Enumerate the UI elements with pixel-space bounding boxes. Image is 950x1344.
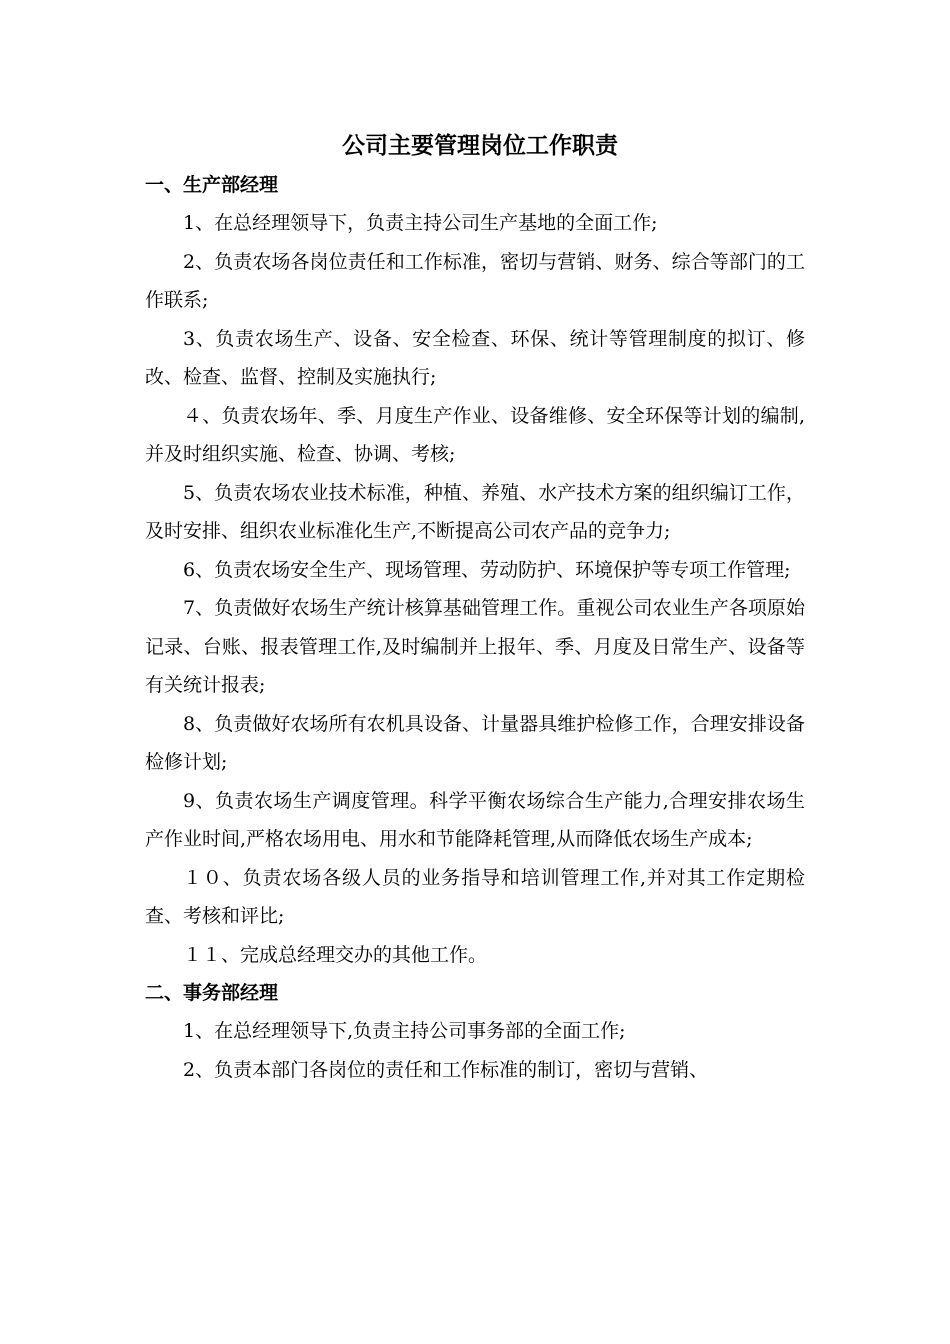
section-heading: 一、生产部经理 bbox=[145, 174, 279, 196]
duty-item: ４、负责农场年、季、月度生产作业、设备维修、安全环保等计划的编制,并及时组织实施、检查、协调、考核; bbox=[145, 404, 805, 465]
duty-item: 3、负责农场生产、设备、安全检查、环保、统计等管理制度的拟订、修改、检查、监督、控制及实施执行; bbox=[145, 327, 805, 388]
section-affairs-manager bbox=[145, 974, 805, 1089]
duty-item: 5、负责农场农业技术标准，种植、养殖、水产技术方案的组织编订工作，及时安排、组织农业标准化生产,不断提高公司农产品的竞争力; bbox=[145, 481, 805, 542]
duty-item: 1、在总经理领导下，负责主持公司生产基地的全面工作; bbox=[183, 212, 658, 234]
section-production-manager bbox=[145, 166, 805, 974]
duty-item: 8、负责做好农场所有农机具设备、计量器具维护检修工作，合理安排设备检修计划; bbox=[145, 712, 805, 773]
duty-item: 1、在总经理领导下,负责主持公司事务部的全面工作; bbox=[183, 1020, 626, 1042]
duty-item: 2、负责本部门各岗位的责任和工作标准的制订，密切与营销、 bbox=[183, 1058, 709, 1081]
duty-item: １０、负责农场各级人员的业务指导和培训管理工作,并对其工作定期检查、考核和评比; bbox=[145, 866, 805, 927]
document-page bbox=[145, 126, 805, 1089]
duty-item: 6、负责农场安全生产、现场管理、劳动防护、环境保护等专项工作管理; bbox=[183, 558, 791, 581]
duty-item: １１、完成总经理交办的其他工作。 bbox=[183, 943, 488, 966]
duty-item: 7、负责做好农场生产统计核算基础管理工作。重视公司农业生产各项原始记录、台账、报表管理工作,及时编制并上报年、季、月度及日常生产、设备等有关统计报表; bbox=[145, 597, 805, 696]
duty-item: 2、负责农场各岗位责任和工作标准，密切与营销、财务、综合等部门的工作联系; bbox=[145, 250, 805, 311]
duty-item: 9、负责农场生产调度管理。科学平衡农场综合生产能力,合理安排农场生产作业时间,严格农场用电、用水和节能降耗管理,从而降低农场生产成本; bbox=[145, 789, 805, 850]
section-heading: 二、事务部经理 bbox=[145, 982, 279, 1004]
document-title: 公司主要管理岗位工作职责 bbox=[342, 132, 618, 159]
